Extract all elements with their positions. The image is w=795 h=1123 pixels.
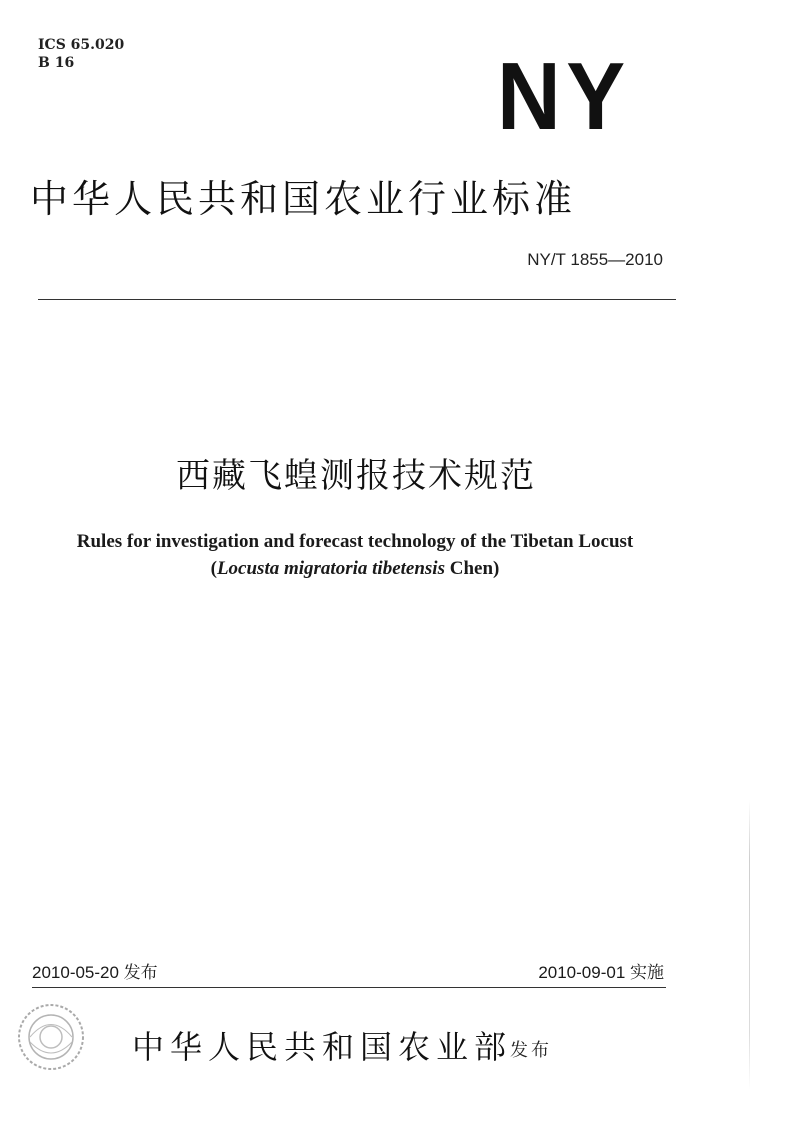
publish-label: 发布 [510,1040,552,1061]
english-title-line2: (Locusta migratoria tibetensis Chen) [210,558,500,579]
scan-edge-line [749,800,750,1090]
ics-code: ICS 65.020 [38,37,125,53]
document-title-english [0,528,710,582]
standard-number: NY/T 1855—2010 [527,250,663,269]
issue-date: 2010-05-20 发布 [32,963,158,982]
ny-logo: NY [497,43,631,150]
species-name: Locusta migratoria tibetensis [216,558,445,579]
official-seal-icon [16,1002,86,1072]
document-title-chinese: 西藏飞蝗测报技术规范 [176,456,536,496]
classification-codes [38,36,124,72]
ccs-code: B 16 [38,55,75,71]
top-divider [38,299,676,300]
standard-category-title: 中华人民共和国农业行业标准 [30,177,577,221]
implement-date: 2010-09-01 实施 [538,963,664,982]
date-row [32,958,664,984]
species-author: Chen) [444,558,500,579]
english-title-line1: Rules for investigation and forecast technology of the Tibetan Locust [76,531,634,552]
publisher-name: 中华人民共和国农业部 [132,1028,513,1066]
bottom-divider [32,987,666,988]
